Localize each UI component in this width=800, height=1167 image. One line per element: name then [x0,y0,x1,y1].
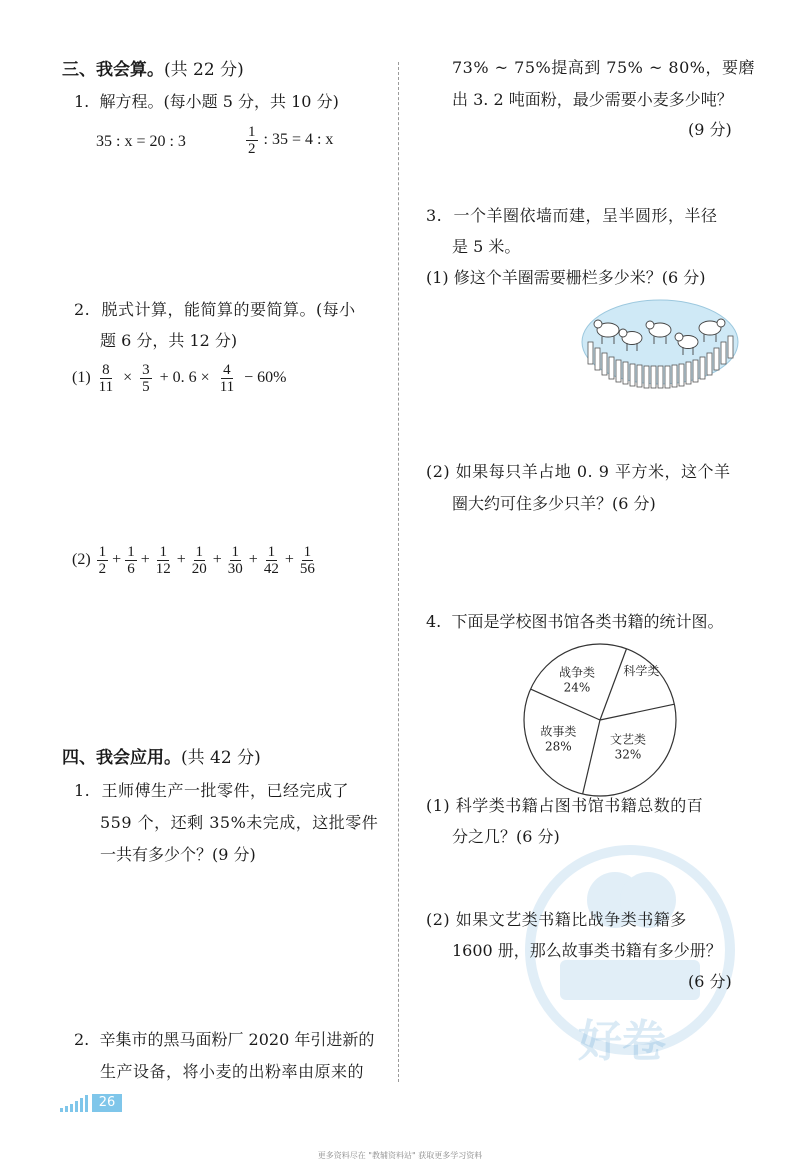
equation-2 [244,124,333,157]
fraction [190,544,209,577]
s4-q3-p2-line2: 圈大约可住多少只羊？(6 分) [452,494,656,513]
section4-heading [62,748,261,768]
question-text: 脱式计算，能简算的要简算。(每小 [101,300,356,319]
fraction-denominator: 5 [142,379,150,395]
s4-q1-line1 [74,781,349,801]
fraction-denominator: 6 [127,561,135,577]
fraction-denominator: 2 [98,561,107,577]
question-number: 1. [74,781,91,800]
fraction-denominator: 11 [98,379,114,395]
plus-operator: + [176,551,186,569]
equation-2-rest: : 35 = 4 : x [263,131,334,149]
fraction-numerator: 1 [267,544,276,560]
operator: + 0. 6 × [159,369,210,387]
s4-q2-line4: 出 3. 2 吨面粉，最少需要小麦多少吨？ [452,90,733,109]
watermark-text: 好卷 [578,1016,666,1067]
s4-q3-p2-line1: (2) 如果每只羊占地 0. 9 平方米，这个羊 [426,462,731,481]
fraction-numerator: 1 [98,544,107,560]
equation-1: 35 : x = 20 : 3 [96,133,186,150]
question-text: 辛集市的黑马面粉厂 2020 年引进新的 [99,1030,375,1049]
question-number: 2. [74,1030,90,1049]
section3-points: (共 22 分) [164,60,244,80]
fraction [298,544,317,577]
fraction-numerator: 1 [303,544,312,560]
fraction-numerator: 8 [102,362,110,378]
pie-slice-name: 科学类 [623,664,660,679]
question-number: 1. [74,92,90,111]
s4-q2-line2: 生产设备，将小麦的出粉率由原来的 [100,1062,365,1081]
fraction [262,544,281,577]
plus-operator: + [112,551,122,569]
section4-title: 四、我会应用。 [62,748,181,768]
s4-q3-line2: 是 5 米。 [452,237,521,256]
operator: − 60% [244,369,287,387]
fraction-numerator: 1 [248,124,256,140]
question-text: 一个羊圈依墙而建，呈半圆形，半径 [453,206,718,225]
s4-q4-p2-line1: (2) 如果文艺类书籍比战争类书籍多 [426,910,687,929]
question-number: 3. [426,206,443,225]
s4-q2-line3: 73% ~ 75%提高到 75% ~ 80%，要磨 [452,58,755,77]
s4-q3-p1: (1) 修这个羊圈需要栅栏多少米？(6 分) [426,268,706,287]
section3-heading [62,60,244,80]
s4-q2-points: (9 分) [688,120,732,139]
question-text: 王师傅生产一批零件，已经完成了 [101,781,349,800]
fraction [154,544,173,577]
fraction-numerator: 3 [142,362,150,378]
fraction-denominator: 12 [155,561,171,577]
s3-q2-line2: 题 6 分，共 12 分) [100,331,238,350]
s4-q4-line1 [426,612,723,632]
pie-slice-percent: 24% [563,680,591,695]
pie-slice-name: 故事类 [540,724,577,739]
s4-q4-p1-line1: (1) 科学类书籍占图书馆书籍总数的百 [426,796,704,815]
s4-q4-p2-line2: 1600 册，那么故事类书籍有多少册？ [452,941,722,960]
fraction-denominator: 2 [248,141,256,157]
page-number-bars-icon [60,1094,92,1112]
fraction [97,544,109,577]
page-footer: 更多资料尽在 "教辅资料站" 获取更多学习资料 [317,1151,483,1160]
plus-operator: + [212,551,222,569]
plus-operator: + [284,551,294,569]
pie-slice-name: 文艺类 [609,732,646,747]
fraction-denominator: 56 [299,561,315,577]
expression-2 [72,544,319,577]
s3-q2-line1 [74,300,356,320]
s4-q3-line1 [426,206,717,226]
fraction-numerator: 1 [231,544,240,560]
question-text: 下面是学校图书馆各类书籍的统计图。 [451,612,724,631]
fraction-sum [95,544,319,577]
part-label: (2) [72,551,91,569]
s4-q4-p1-line2: 分之几？(6 分) [452,827,560,846]
section3-title: 三、我会算。 [62,60,164,80]
question-text: 解方程。(每小题 5 分，共 10 分) [99,92,339,111]
column-divider [398,62,399,1082]
part-label: (1) [72,369,91,387]
section4-points: (共 42 分) [181,748,261,768]
question-number: 4. [426,612,442,631]
pie-slice-percent: 28% [545,739,572,754]
s4-q4-p2-points: (6 分) [688,972,732,991]
s4-q1-line3: 一共有多少个？(9 分) [100,845,256,864]
s4-q2-line1 [74,1030,374,1050]
plus-operator: + [140,551,150,569]
plus-operator: + [248,551,258,569]
expression-1 [72,362,289,395]
fraction-numerator: 1 [159,544,167,560]
fraction-numerator: 4 [223,362,231,378]
operator: × [123,369,133,387]
question-number: 2. [74,300,91,319]
pie-slice-percent: 32% [614,747,642,762]
sheep-pen-illustration [580,298,740,392]
page-number: 26 [92,1094,122,1112]
fraction-denominator: 30 [227,561,243,577]
pie-slice-name: 战争类 [558,665,595,680]
s3-q1 [74,92,339,112]
fraction-numerator: 1 [127,544,135,560]
s4-q1-line2: 559 个，还剩 35%未完成，这批零件 [100,813,379,832]
fraction [125,544,137,577]
fraction-denominator: 42 [263,561,279,577]
library-books-pie-chart [520,640,680,800]
fraction [226,544,245,577]
fraction-denominator: 20 [191,561,207,577]
fraction-denominator: 11 [219,379,235,395]
fraction-numerator: 1 [195,544,203,560]
